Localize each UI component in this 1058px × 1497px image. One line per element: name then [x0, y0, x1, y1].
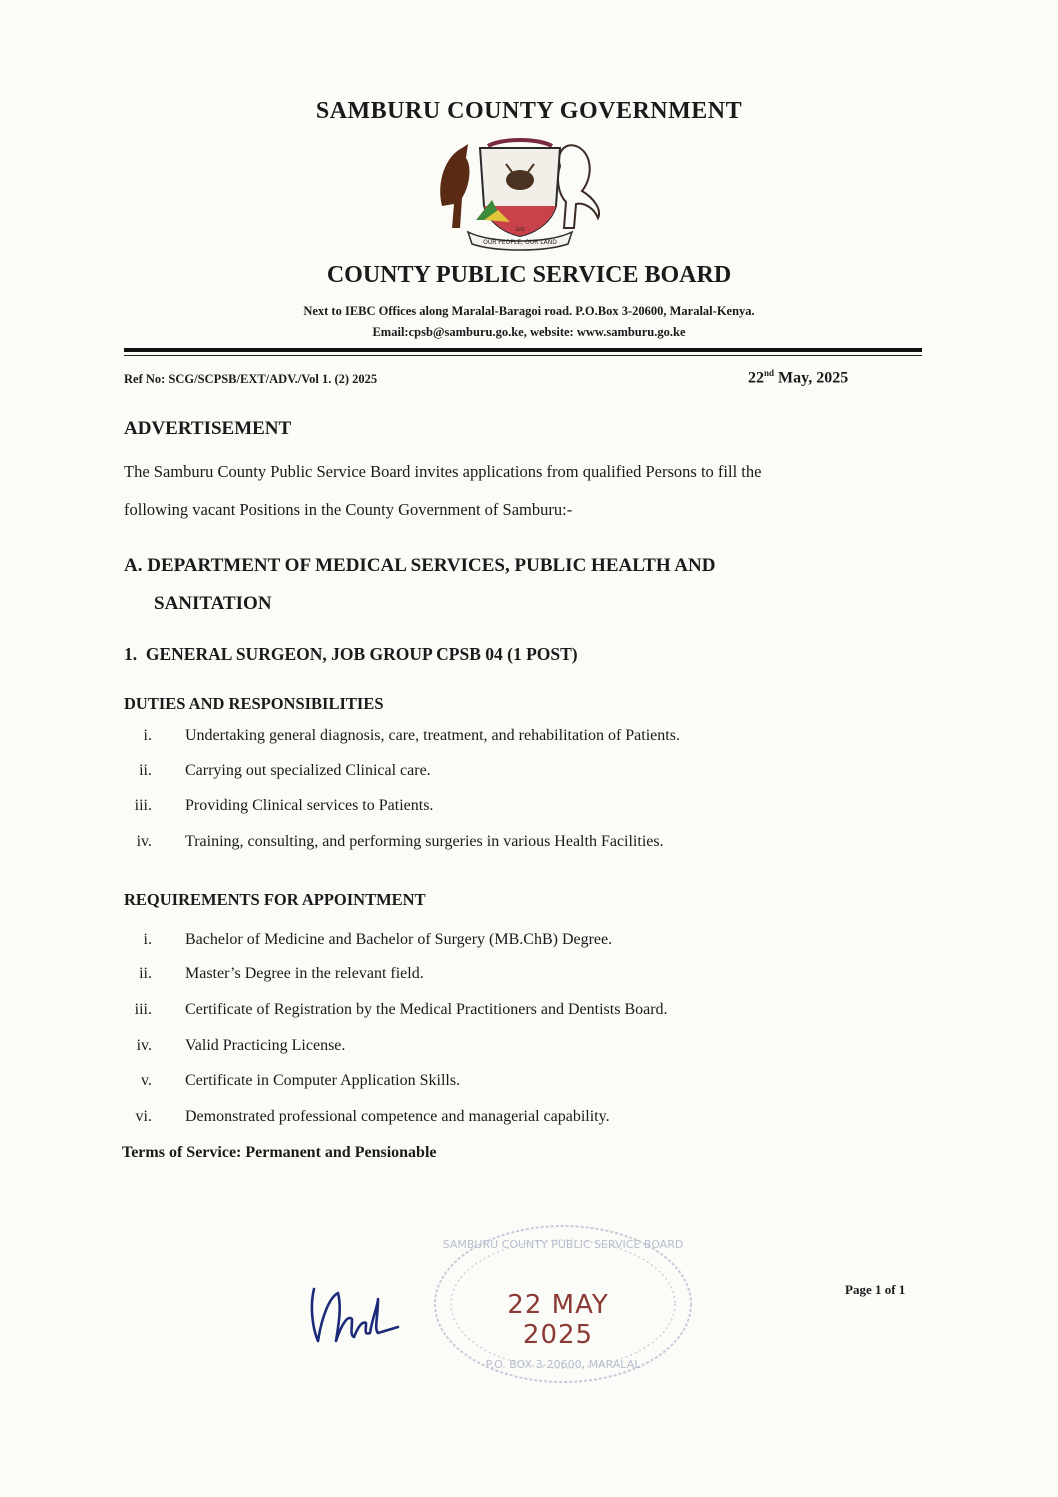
stamp-date: 22 MAY 2025	[507, 1290, 609, 1350]
page-number: Page 1 of 1	[845, 1282, 906, 1297]
requirements-heading: REQUIREMENTS FOR APPOINTMENT	[124, 890, 426, 909]
duty-number: iv.	[136, 833, 152, 850]
department-heading-line-2: SANITATION	[154, 593, 272, 614]
board-title: COUNTY PUBLIC SERVICE BOARD	[326, 262, 732, 288]
stamp-bottom-text: P.O. BOX 3-20600, MARALAL	[485, 1358, 641, 1371]
requirement-number: vi.	[135, 1108, 152, 1125]
requirement-number: iii.	[134, 1001, 152, 1018]
stamp-ring-text: SAMBURU COUNTY PUBLIC SERVICE BOARD	[442, 1238, 684, 1251]
requirement-text: Certificate in Computer Application Skills.	[185, 1072, 461, 1089]
intro-line-2: following vacant Positions in the County Government of Samburu:-	[124, 500, 573, 519]
date-suffix: nd	[764, 368, 775, 378]
duty-number: i.	[143, 727, 152, 744]
contact-line: Email:cpsb@samburu.go.ke, website: www.samburu.go.ke	[372, 325, 686, 339]
header-rule-thin	[124, 355, 922, 356]
requirement-text: Master’s Degree in the relevant field.	[185, 965, 424, 982]
duty-number: iii.	[134, 797, 152, 814]
county-coat-of-arms	[432, 136, 608, 254]
requirement-number: i.	[143, 931, 152, 948]
letter-date	[748, 368, 848, 387]
requirement-number: v.	[141, 1072, 152, 1089]
date-day: 22	[748, 369, 764, 387]
job-title: 1. GENERAL SURGEON, JOB GROUP CPSB 04 (1 POST)	[124, 644, 578, 664]
intro-line-1: The Samburu County Public Service Board invites applications from qualified Persons to fill the	[124, 462, 762, 481]
header-rule-thick	[124, 348, 922, 352]
terms-of-service: Terms of Service: Permanent and Pensionable	[122, 1144, 437, 1161]
motto-ribbon-text: OUR PEOPLE, OUR LAND	[483, 239, 557, 246]
date-rest: May, 2025	[774, 369, 849, 387]
requirement-text: Certificate of Registration by the Medical Practitioners and Dentists Board.	[185, 1001, 668, 1018]
duty-text: Carrying out specialized Clinical care.	[185, 762, 431, 779]
requirement-text: Bachelor of Medicine and Bachelor of Surgery (MB.ChB) Degree.	[185, 931, 613, 948]
address-line: Next to IEBC Offices along Maralal-Baragoi road. P.O.Box 3-20600, Maralal-Kenya.	[303, 304, 755, 318]
duty-text: Undertaking general diagnosis, care, treatment, and rehabilitation of Patients.	[185, 727, 680, 744]
requirement-text: Demonstrated professional competence and managerial capability.	[185, 1108, 610, 1125]
advertisement-heading: ADVERTISEMENT	[124, 418, 292, 439]
department-heading-line-1: A. DEPARTMENT OF MEDICAL SERVICES, PUBLIC HEALTH AND	[124, 555, 716, 576]
requirement-number: ii.	[139, 965, 152, 982]
duty-number: ii.	[139, 762, 152, 779]
reference-number: Ref No: SCG/SCPSB/EXT/ADV./Vol 1. (2) 2025	[124, 372, 378, 386]
requirement-text: Valid Practicing License.	[185, 1037, 346, 1054]
handwritten-signature	[308, 1275, 400, 1355]
government-title: SAMBURU COUNTY GOVERNMENT	[315, 98, 743, 124]
duty-text: Providing Clinical services to Patients.	[185, 797, 434, 814]
duty-text: Training, consulting, and performing surgeries in various Health Facilities.	[185, 833, 664, 850]
duties-heading: DUTIES AND RESPONSIBILITIES	[124, 694, 384, 713]
requirement-number: iv.	[136, 1037, 152, 1054]
crest-top-text: GOD	[515, 227, 525, 232]
